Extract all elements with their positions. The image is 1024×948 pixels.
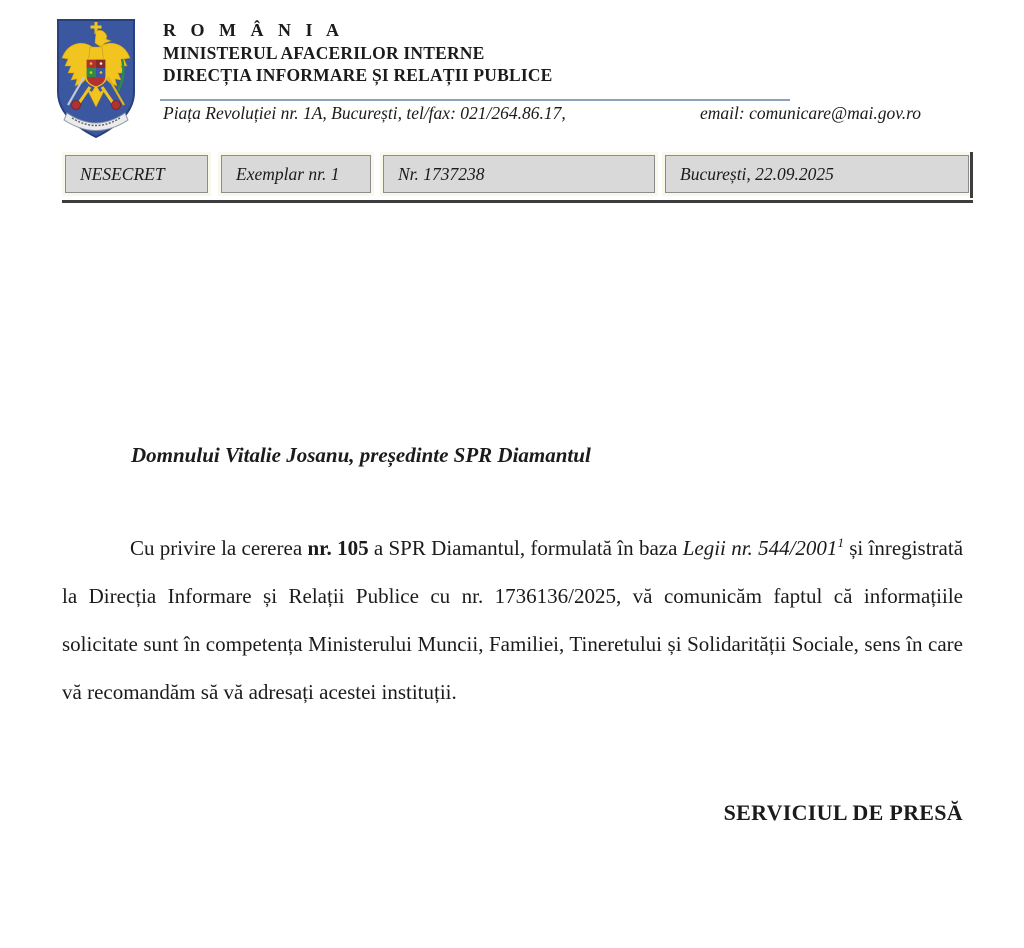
footnote-reference: 1 <box>837 535 844 550</box>
salutation: Domnului Vitalie Josanu, președinte SPR Diamantul <box>131 443 591 467</box>
classification-cell: NESECRET <box>65 155 208 193</box>
letterhead <box>163 19 553 86</box>
signature-block: SERVICIUL DE PRESĂ <box>723 800 963 825</box>
registration-number-cell: Nr. 1737238 <box>383 155 655 193</box>
letterhead-emblem <box>54 17 138 141</box>
place-date-cell: București, 22.09.2025 <box>665 155 969 193</box>
ministry-title: MINISTERUL AFACERILOR INTERNE <box>163 43 485 63</box>
meta-divider <box>62 200 973 203</box>
romania-coat-of-arms-icon <box>54 17 138 141</box>
copy-number-cell: Exemplar nr. 1 <box>221 155 371 193</box>
paragraph-run: Cu privire la cererea <box>130 536 308 560</box>
directorate-title: DIRECȚIA INFORMARE ȘI RELAȚII PUBLICE <box>163 65 553 85</box>
paragraph-run: a SPR Diamantul, formulată în baza <box>368 536 683 560</box>
header-divider <box>160 99 790 101</box>
contact-address: Piața Revoluției nr. 1A, București, tel/fax: 021/264.86.17, <box>163 103 566 123</box>
meta-divider-end <box>970 152 973 198</box>
country-title: R O M Â N I A <box>163 20 344 40</box>
contact-email: email: comunicare@mai.gov.ro <box>700 103 922 123</box>
request-number: nr. 105 <box>307 536 369 560</box>
paragraph-run: și înregistrată la Direcția Informare și Relații Publice cu nr. 1736136/2025, vă comunicăm faptul că informațiile solicitate sunt în competența Ministerului Muncii, Familiei, Tineretului și Solidarității Sociale, sens în care vă recomandăm să vă adresați acestei instituții. <box>62 536 964 704</box>
law-reference: Legii nr. 544/2001 <box>682 536 838 560</box>
body-paragraph <box>62 524 963 716</box>
